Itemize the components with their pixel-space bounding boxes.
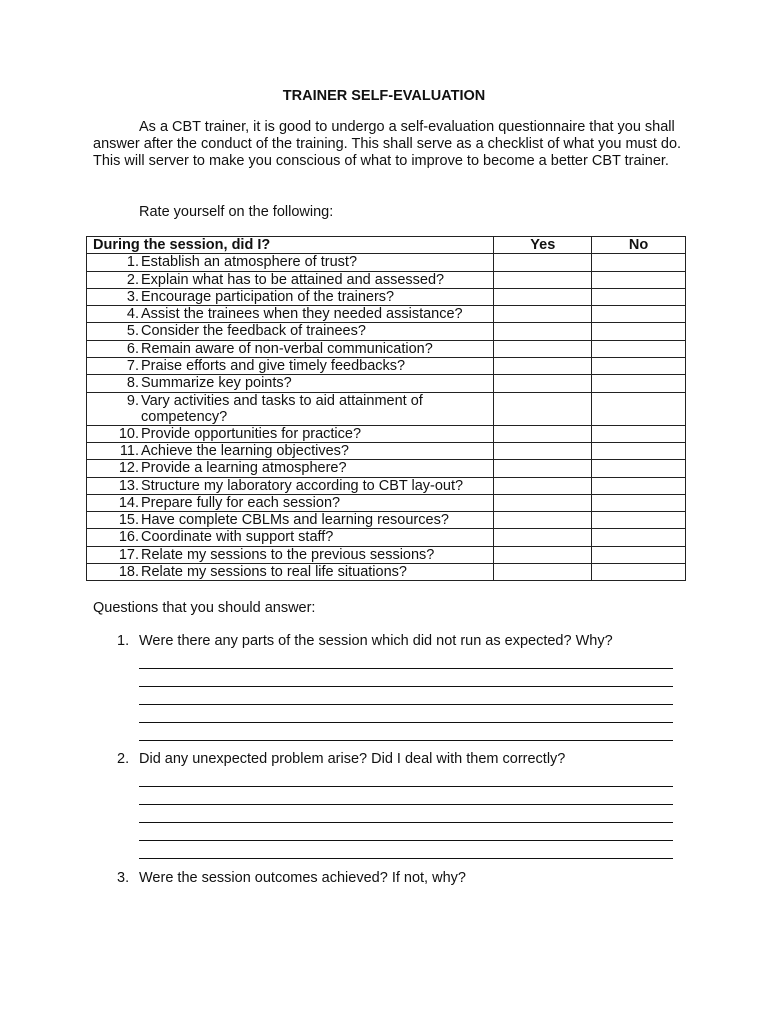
item-text: Relate my sessions to real life situations? <box>141 564 407 581</box>
yes-cell[interactable] <box>494 512 592 529</box>
no-cell[interactable] <box>592 288 686 305</box>
item-text: Relate my sessions to the previous sessions? <box>141 546 435 563</box>
table-row <box>87 425 686 442</box>
answer-line[interactable] <box>139 705 673 723</box>
item-text: Remain aware of non-verbal communication? <box>141 340 433 357</box>
item-line <box>87 341 493 357</box>
yes-cell[interactable] <box>494 340 592 357</box>
item-line <box>87 272 493 288</box>
item-line <box>87 375 493 391</box>
rate-prompt: Rate yourself on the following: <box>139 204 334 220</box>
no-cell[interactable] <box>592 271 686 288</box>
item-text: Encourage participation of the trainers? <box>141 288 395 305</box>
question-cell <box>87 477 494 494</box>
item-line <box>87 564 493 580</box>
question-3 <box>117 870 677 886</box>
yes-cell[interactable] <box>494 392 592 425</box>
question-cell <box>87 375 494 392</box>
table-row <box>87 340 686 357</box>
item-number: 16. <box>118 529 139 546</box>
item-line <box>87 495 493 511</box>
answer-line[interactable] <box>139 669 673 687</box>
question-cell <box>87 494 494 511</box>
item-number: 12. <box>118 460 139 477</box>
table-row <box>87 254 686 271</box>
question-number: 2. <box>117 751 130 767</box>
question-cell <box>87 564 494 581</box>
item-number: 3. <box>126 288 139 305</box>
yes-cell[interactable] <box>494 564 592 581</box>
item-line <box>87 547 493 563</box>
table-row <box>87 529 686 546</box>
item-number: 17. <box>118 546 139 563</box>
yes-cell[interactable] <box>494 288 592 305</box>
table-row <box>87 546 686 563</box>
yes-cell[interactable] <box>494 323 592 340</box>
item-line <box>87 254 493 270</box>
item-number: 8. <box>126 375 139 392</box>
question-text: Did any unexpected problem arise? Did I deal with them correctly? <box>139 751 566 767</box>
self-evaluation-table <box>86 236 686 581</box>
item-number: 7. <box>126 358 139 375</box>
item-line <box>87 409 493 425</box>
table-row <box>87 271 686 288</box>
item-number: 10. <box>118 425 139 442</box>
answer-line[interactable] <box>139 805 673 823</box>
table-row <box>87 494 686 511</box>
item-line <box>87 478 493 494</box>
item-line <box>87 443 493 459</box>
item-text: Achieve the learning objectives? <box>141 442 349 459</box>
item-line <box>87 323 493 339</box>
table-row <box>87 477 686 494</box>
answer-lines[interactable] <box>139 651 677 741</box>
table-row <box>87 375 686 392</box>
table-header-row <box>87 237 686 254</box>
item-number: 18. <box>118 564 139 581</box>
item-text: Structure my laboratory according to CBT lay-out? <box>141 477 464 494</box>
yes-cell[interactable] <box>494 254 592 271</box>
answer-line[interactable] <box>139 787 673 805</box>
table-row <box>87 288 686 305</box>
question-number: 1. <box>117 633 130 649</box>
question-number: 3. <box>117 870 130 886</box>
question-cell <box>87 358 494 375</box>
item-text: Vary activities and tasks to aid attainment of <box>141 392 423 409</box>
item-line <box>87 529 493 545</box>
question-cell <box>87 254 494 271</box>
item-text: Have complete CBLMs and learning resources? <box>141 512 449 529</box>
table-row <box>87 564 686 581</box>
item-number: 6. <box>126 340 139 357</box>
no-cell[interactable] <box>592 425 686 442</box>
question-cell <box>87 392 494 425</box>
item-number: 2. <box>126 271 139 288</box>
question-2 <box>117 751 677 859</box>
no-cell[interactable] <box>592 494 686 511</box>
item-text: Provide a learning atmosphere? <box>141 460 347 477</box>
answer-lines[interactable] <box>139 769 677 859</box>
yes-cell[interactable] <box>494 529 592 546</box>
no-cell[interactable] <box>592 460 686 477</box>
item-number: 4. <box>126 306 139 323</box>
yes-cell[interactable] <box>494 425 592 442</box>
item-line <box>87 393 493 409</box>
yes-cell[interactable] <box>494 494 592 511</box>
item-number: 13. <box>118 477 139 494</box>
answer-line[interactable] <box>139 723 673 741</box>
item-number: 15. <box>118 512 139 529</box>
item-text: Establish an atmosphere of trust? <box>141 254 358 271</box>
yes-cell[interactable] <box>494 546 592 563</box>
item-number: 1. <box>126 254 139 271</box>
no-cell[interactable] <box>592 323 686 340</box>
no-cell[interactable] <box>592 375 686 392</box>
no-cell[interactable] <box>592 442 686 459</box>
no-cell[interactable] <box>592 392 686 425</box>
item-number-spacer <box>87 409 139 425</box>
question-cell <box>87 546 494 563</box>
yes-cell[interactable] <box>494 460 592 477</box>
question-cell <box>87 340 494 357</box>
question-cell <box>87 529 494 546</box>
answer-line[interactable] <box>139 769 673 787</box>
item-line <box>87 289 493 305</box>
yes-column-header: Yes <box>494 237 592 254</box>
answer-line[interactable] <box>139 823 673 841</box>
item-line <box>87 512 493 528</box>
item-text: Explain what has to be attained and assessed? <box>141 271 445 288</box>
item-line <box>87 426 493 442</box>
no-cell[interactable] <box>592 546 686 563</box>
table-row <box>87 306 686 323</box>
question-cell <box>87 442 494 459</box>
question-cell <box>87 271 494 288</box>
item-text: Consider the feedback of trainees? <box>141 323 366 340</box>
item-line <box>87 460 493 476</box>
yes-cell[interactable] <box>494 271 592 288</box>
question-cell <box>87 288 494 305</box>
table-row <box>87 358 686 375</box>
no-cell[interactable] <box>592 254 686 271</box>
intro-text: As a CBT trainer, it is good to undergo a self-evaluation questionnaire that you shall answer after the conduct of the training. This shall serve as a checklist of what you must do. This will server to make you conscious of what to improve to become a better CBT trainer. <box>93 119 682 169</box>
item-line <box>87 306 493 322</box>
yes-cell[interactable] <box>494 442 592 459</box>
no-cell[interactable] <box>592 529 686 546</box>
question-cell <box>87 323 494 340</box>
item-line <box>87 358 493 374</box>
answer-line[interactable] <box>139 651 673 669</box>
document-title: TRAINER SELF-EVALUATION <box>282 88 486 104</box>
item-text: Assist the trainees when they needed assistance? <box>141 306 463 323</box>
item-text: Prepare fully for each session? <box>141 494 341 511</box>
question-column-header: During the session, did I? <box>87 237 494 254</box>
item-number: 11. <box>119 442 139 459</box>
yes-cell[interactable] <box>494 375 592 392</box>
answer-line[interactable] <box>139 841 673 859</box>
question-text: Were there any parts of the session which did not run as expected? Why? <box>139 633 613 649</box>
table-row <box>87 442 686 459</box>
intro-paragraph <box>93 119 693 169</box>
yes-cell[interactable] <box>494 306 592 323</box>
question-1 <box>117 633 677 741</box>
no-cell[interactable] <box>592 306 686 323</box>
no-cell[interactable] <box>592 358 686 375</box>
item-number: 9. <box>126 392 139 409</box>
question-cell <box>87 425 494 442</box>
answer-line[interactable] <box>139 687 673 705</box>
no-cell[interactable] <box>592 477 686 494</box>
item-text-continued: competency? <box>141 408 228 425</box>
table-row <box>87 392 686 425</box>
no-cell[interactable] <box>592 340 686 357</box>
item-text: Provide opportunities for practice? <box>141 425 362 442</box>
question-cell <box>87 306 494 323</box>
question-cell <box>87 512 494 529</box>
yes-cell[interactable] <box>494 358 592 375</box>
question-text: Were the session outcomes achieved? If not, why? <box>139 870 466 886</box>
item-text: Coordinate with support staff? <box>141 529 334 546</box>
item-number: 5. <box>126 323 139 340</box>
item-text: Summarize key points? <box>141 375 292 392</box>
questions-label: Questions that you should answer: <box>93 600 316 616</box>
no-column-header: No <box>592 237 686 254</box>
question-cell <box>87 460 494 477</box>
item-number: 14. <box>118 494 139 511</box>
item-text: Praise efforts and give timely feedbacks? <box>141 358 406 375</box>
table-row <box>87 323 686 340</box>
no-cell[interactable] <box>592 512 686 529</box>
table-row <box>87 512 686 529</box>
no-cell[interactable] <box>592 564 686 581</box>
table-row <box>87 460 686 477</box>
yes-cell[interactable] <box>494 477 592 494</box>
